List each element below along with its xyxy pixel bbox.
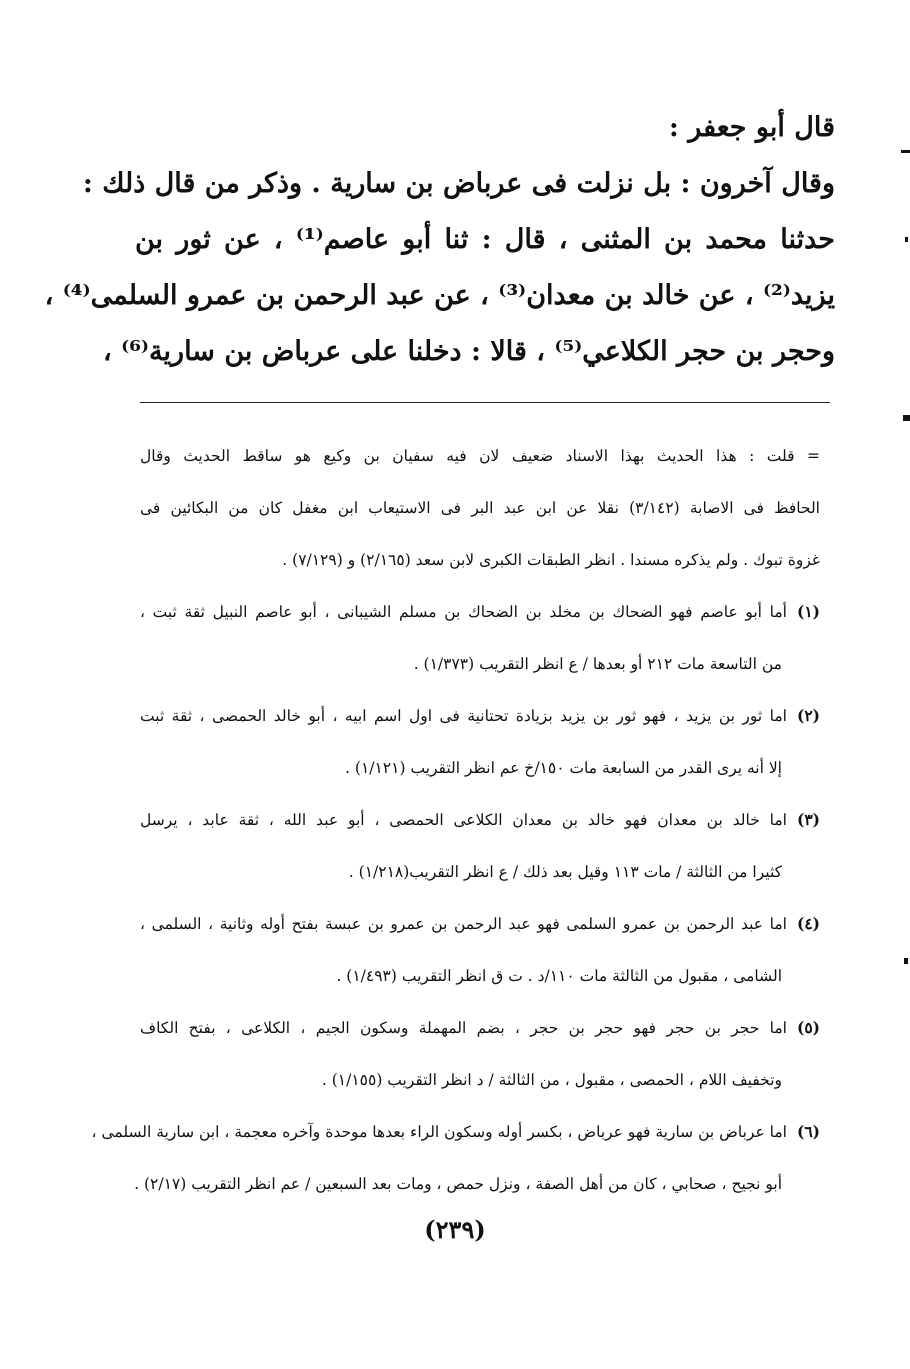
footnote-text: أما أبو عاصم فهو الضحاك بن مخلد بن الضحاك بن مسلم الشيبانى ، أبو عاصم النبيل ثقة ثبت ،	[140, 603, 787, 621]
footnote-text-continued: إلا أنه يرى القدر من السابعة مات ١٥٠/خ عم انظر التقريب (١/١٢١) .	[345, 759, 782, 777]
footnote-1	[140, 586, 820, 638]
footnote-number: (٥)	[796, 1018, 820, 1037]
main-text-line: وقال آخرون : بل نزلت فى عرباض بن سارية . وذكر من قال ذلك :	[82, 168, 835, 199]
scan-mark	[903, 415, 910, 421]
scan-mark	[901, 150, 910, 153]
footnote-number: (٢)	[796, 706, 820, 725]
main-text-line: يزيد⁽²⁾ ، عن خالد بن معدان⁽³⁾ ، عن عبد الرحمن بن عمرو السلمى⁽⁴⁾ ،	[44, 280, 835, 311]
footnote-continuation-line: = قلت : هذا الحديث بهذا الاسناد ضعيف لان فيه سفيان بن وكيع هو ساقط الحديث وقال	[140, 447, 820, 465]
footnote-continuation-line: غزوة تبوك . ولم يذكره مسندا . انظر الطبقات الكبرى لابن سعد (٢/١٦٥) و (٧/١٢٩) .	[282, 551, 820, 569]
main-text-line: وحجر بن حجر الكلاعي⁽⁵⁾ ، قالا : دخلنا على عرباض بن سارية⁽⁶⁾ ،	[103, 336, 835, 367]
footnote-text: اما حجر بن حجر فهو حجر بن حجر ، بضم المهملة وسكون الجيم ، الكلاعى ، بفتح الكاف	[140, 1019, 787, 1037]
footnote-3	[140, 794, 820, 846]
main-text-line: قال أبو جعفر :	[668, 112, 835, 143]
footnote-text-continued: من التاسعة مات ٢١٢ أو بعدها / ع انظر التقريب (١/٣٧٣) .	[413, 655, 782, 673]
footnote-text-continued: أبو نجيح ، صحابي ، كان من أهل الصفة ، ونزل حمص ، ومات بعد السبعين / عم انظر التقريب (٢/١٧) .	[134, 1175, 782, 1193]
footnote-text-continued: الشامى ، مقبول من الثالثة مات ١١٠/د . ت ق انظر التقريب (١/٤٩٣) .	[336, 967, 782, 985]
footnote-text-continued: كثيرا من الثالثة / مات ١١٣ وقيل بعد ذلك / ع انظر التقريب(١/٢١٨) .	[348, 863, 782, 881]
page-number: (٢٣٩)	[424, 1215, 486, 1244]
footnote-5	[140, 1002, 820, 1054]
footnotes-block	[91, 430, 820, 1210]
footnote-number: (١)	[796, 602, 820, 621]
footnote-text-continued: وتخفيف اللام ، الحمصى ، مقبول ، من الثالثة / د انظر التقريب (١/١٥٥) .	[321, 1071, 782, 1089]
footnote-2	[140, 690, 820, 742]
footnote-text: اما ثور بن يزيد ، فهو ثور بن يزيد بزيادة تحتانية فى اول اسم ابيه ، أبو خالد الحمصى ، ثقة ثبت	[140, 707, 787, 725]
footnote-number: (٣)	[796, 810, 820, 829]
main-text-line: حدثنا محمد بن المثنى ، قال : ثنا أبو عاصم⁽¹⁾ ، عن ثور بن	[135, 224, 836, 255]
main-text-block	[44, 100, 836, 380]
footnote-continuation-line: الحافظ فى الاصابة (٣/١٤٢) نقلا عن ابن عبد البر فى الاستيعاب ابن مغفل كان من البكائين فى	[140, 499, 820, 517]
footnote-4	[140, 898, 820, 950]
footnote-number: (٤)	[796, 914, 820, 933]
footnote-number: (٦)	[796, 1122, 820, 1141]
footnote-divider	[140, 402, 830, 403]
footnote-6	[91, 1106, 820, 1158]
footnote-text: اما عرباض بن سارية فهو عرباض ، بكسر أوله وسكون الراء بعدها موحدة وآخره معجمة ، ابن سارية السلمى ،	[91, 1123, 787, 1141]
footnote-text: اما عبد الرحمن بن عمرو السلمى فهو عبد الرحمن بن عمرو بن عبسة بفتح أوله وثانية ، السلمى ،	[140, 915, 787, 933]
footnote-text: اما خالد بن معدان فهو خالد بن معدان الكلاعى الحمصى ، أبو عبد الله ، ثقة عابد ، يرسل	[140, 811, 787, 829]
scan-mark	[905, 237, 908, 242]
scan-mark	[904, 958, 908, 964]
